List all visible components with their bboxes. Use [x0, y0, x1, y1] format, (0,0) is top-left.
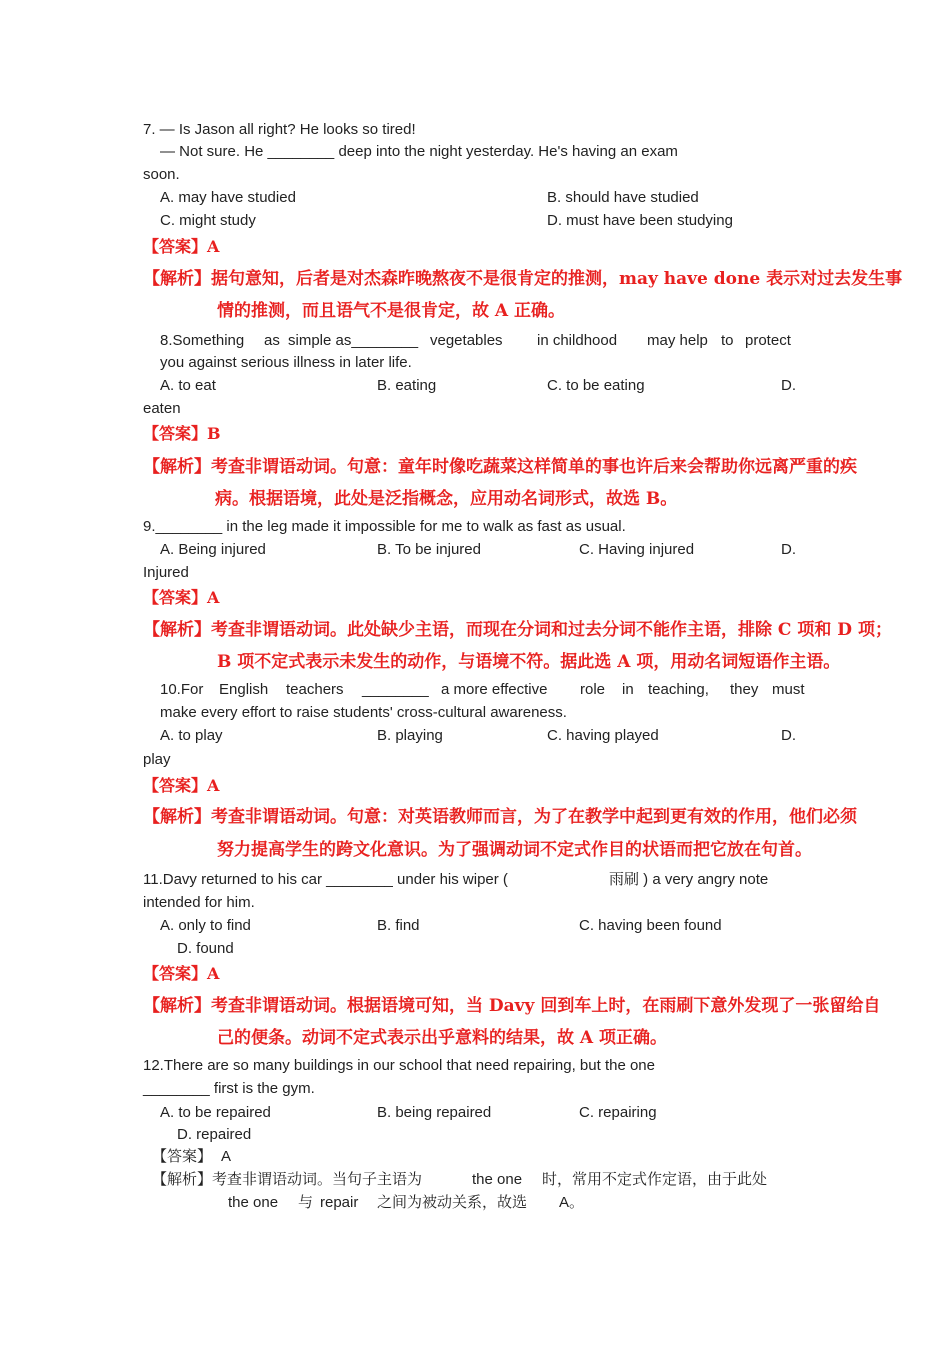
q12-explanation-line2-e: A。 [559, 1194, 585, 1211]
q9-explanation-line1: 【解析】考查非谓语动词。此处缺少主语，而现在分词和过去分词不能作主语，排除 C 项和 D 项； [143, 620, 892, 640]
q10-stem-word8: they [730, 681, 759, 698]
q10-stem-word9: must [772, 681, 805, 698]
q8-stem-word1: 8.Something [160, 332, 245, 349]
q10-stem-word1: 10.For [160, 681, 204, 698]
q12-explanation-line2-d: 之间为被动关系，故选 [377, 1194, 528, 1211]
q9-option-d-text: Injured [143, 564, 189, 581]
q10-stem-blank: ________ [362, 681, 429, 698]
q9-option-a: A. Being injured [160, 541, 266, 558]
q10-stem-word2: English [219, 681, 269, 698]
q7-answer: 【答案】A [143, 237, 220, 256]
q10-stem-word3: teachers [286, 681, 344, 698]
q10-option-a: A. to play [160, 727, 223, 744]
q11-option-d: D. found [177, 940, 234, 957]
q10-explanation-line1: 【解析】考查非谓语动词。句意：对英语教师而言，为了在教学中起到更有效的作用，他们必须 [143, 807, 857, 827]
q10-explanation-line2: 努力提高学生的跨文化意识。为了强调动词不定式作目的状语而把它放在句首。 [217, 840, 812, 860]
q8-stem-word8: protect [745, 332, 791, 349]
q10-option-d-label: D. [781, 727, 796, 744]
q10-stem-word5: role [580, 681, 606, 698]
q8-stem-word2: as [264, 332, 280, 349]
q10-option-c: C. having played [547, 727, 659, 744]
q8-answer: 【答案】B [143, 424, 221, 443]
q11-explanation-line1: 【解析】考查非谓语动词。根据语境可知，当 Davy 回到车上时，在雨刷下意外发现了一张留给自 [143, 996, 881, 1016]
q7-stem-line1: 7. — Is Jason all right? He looks so tired! [143, 121, 416, 138]
q8-stem-word5: in childhood [537, 332, 618, 349]
q7-option-d: D. must have been studying [547, 212, 733, 229]
q7-explanation-line2: 情的推测，而且语气不是很肯定，故 A 正确。 [217, 301, 566, 321]
q11-option-c: C. having been found [579, 917, 722, 934]
q9-explanation-line2: B 项不定式表示未发生的动作，与语境不符。据此选 A 项，用动名词短语作主语。 [217, 652, 841, 672]
q12-explanation-line2-c: repair [320, 1194, 359, 1211]
q12-explanation-line1-b: the one [472, 1171, 523, 1188]
q8-option-a: A. to eat [160, 377, 216, 394]
q9-option-b: B. To be injured [377, 541, 481, 558]
q10-stem-word6: in [622, 681, 634, 698]
q8-option-d-label: D. [781, 377, 796, 394]
q10-stem-word4: a more effective [441, 681, 548, 698]
q12-stem-line2: ________ first is the gym. [143, 1080, 315, 1097]
q8-stem-word4: vegetables [430, 332, 503, 349]
q10-answer: 【答案】A [143, 776, 220, 795]
q9-option-d-label: D. [781, 541, 796, 558]
q12-stem-line1: 12.There are so many buildings in our school that need repairing, but the one [143, 1057, 655, 1074]
q12-option-c: C. repairing [579, 1104, 657, 1121]
q11-stem-line1-end: 雨刷 ) a very angry note [609, 871, 769, 888]
q12-answer-label: 【答案】 [152, 1148, 213, 1165]
q11-stem-line1: 11.Davy returned to his car ________ under his wiper ( [143, 871, 508, 888]
q8-stem-word6: may help [647, 332, 708, 349]
q12-option-a: A. to be repaired [160, 1104, 271, 1121]
q7-explanation-line1: 【解析】据句意知，后者是对杰森昨晚熬夜不是很肯定的推测，may have done 表示对过去发生事 [143, 269, 903, 289]
q12-option-d: D. repaired [177, 1126, 252, 1143]
q8-stem-word3: simple as________ [288, 332, 419, 349]
q11-explanation-line2: 己的便条。动词不定式表示出乎意料的结果，故 A 项正确。 [217, 1028, 668, 1048]
q12-option-b: B. being repaired [377, 1104, 492, 1121]
q8-explanation-line1: 【解析】考查非谓语动词。句意：童年时像吃蔬菜这样简单的事也许后来会帮助你远离严重的疾 [143, 457, 857, 477]
q12-explanation-line2-b: 与 [298, 1194, 314, 1211]
q12-explanation-line1-a: 【解析】考查非谓语动词。当句子主语为 [152, 1171, 423, 1188]
q12-explanation-line2-a: the one [228, 1194, 279, 1211]
q9-option-c: C. Having injured [579, 541, 695, 558]
q7-option-c: C. might study [160, 212, 256, 229]
q7-stem-line2: — Not sure. He ________ deep into the night yesterday. He's having an exam [160, 143, 678, 160]
q8-option-c: C. to be eating [547, 377, 645, 394]
q7-option-b: B. should have studied [547, 189, 699, 206]
q10-option-b: B. playing [377, 727, 443, 744]
q8-option-d-text: eaten [143, 400, 181, 417]
q11-option-a: A. only to find [160, 917, 251, 934]
q12-answer-value: A [221, 1148, 232, 1165]
q10-stem-word7: teaching, [648, 681, 709, 698]
q12-explanation-line1-c: 时，常用不定式作定语，由于此处 [542, 1171, 768, 1188]
q8-stem-word7: to [721, 332, 734, 349]
q11-stem-line2: intended for him. [143, 894, 255, 911]
q11-answer: 【答案】A [143, 964, 220, 983]
q9-answer: 【答案】A [143, 588, 220, 607]
q10-stem-line2: make every effort to raise students' cross-cultural awareness. [160, 704, 567, 721]
q7-stem-line3: soon. [143, 166, 180, 183]
q10-option-d-text: play [143, 751, 171, 768]
q11-option-b: B. find [377, 917, 420, 934]
q8-explanation-line2: 病。根据语境，此处是泛指概念，应用动名词形式，故选 B。 [215, 489, 678, 509]
q7-option-a: A. may have studied [160, 189, 296, 206]
q8-option-b: B. eating [377, 377, 437, 394]
q9-stem: 9.________ in the leg made it impossible for me to walk as fast as usual. [143, 518, 626, 535]
q8-stem-line2: you against serious illness in later life. [160, 354, 412, 371]
